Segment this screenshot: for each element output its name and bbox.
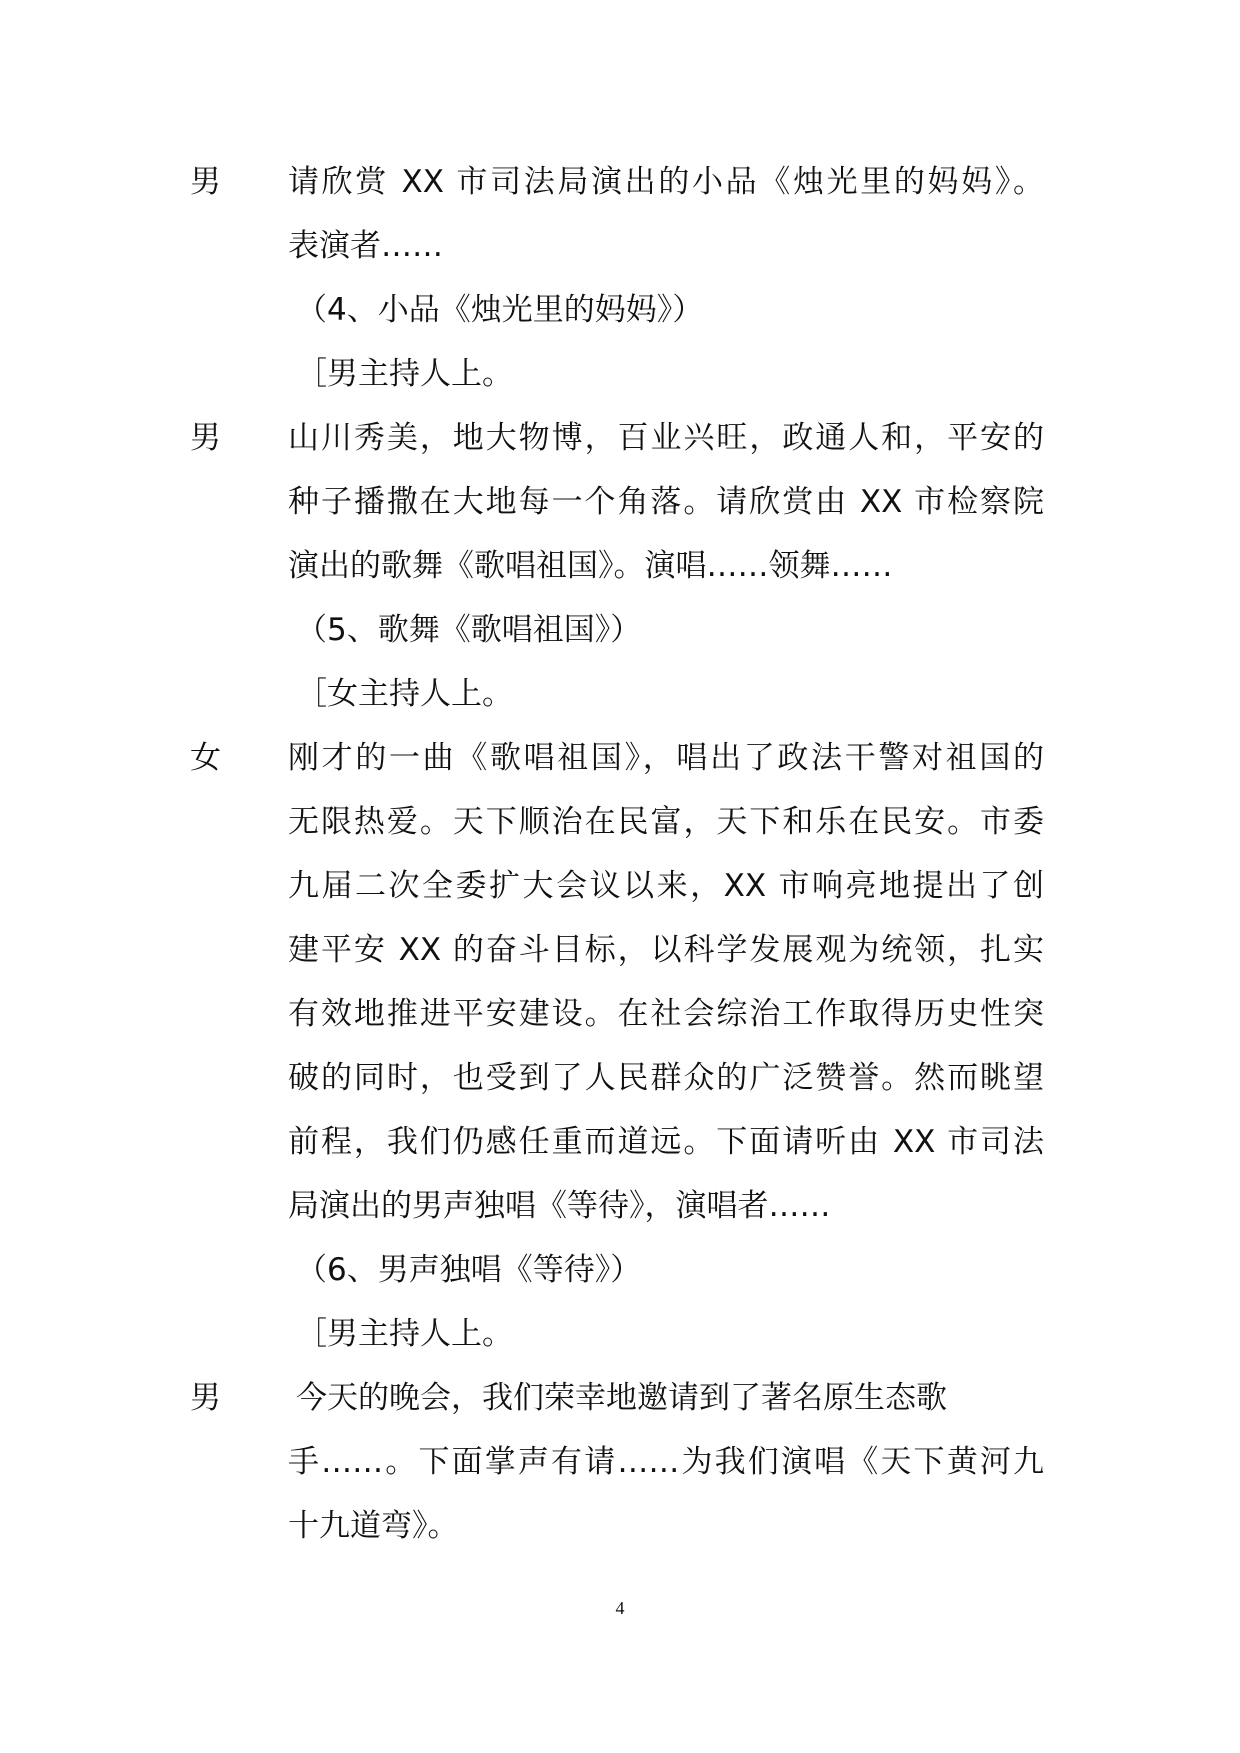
script-line bbox=[0, 1430, 1240, 1494]
program-item: （6、男声独唱《等待》） bbox=[296, 1252, 642, 1288]
line-text: 十九道弯》。 bbox=[288, 1508, 459, 1544]
script-line bbox=[0, 1110, 1240, 1174]
script-line bbox=[0, 406, 1240, 470]
script-line bbox=[0, 1046, 1240, 1110]
page-number: 4 bbox=[615, 1598, 625, 1618]
script-line bbox=[0, 1366, 1240, 1430]
script-line bbox=[0, 214, 1240, 278]
script-line bbox=[0, 1174, 1240, 1238]
line-text: 请欣赏 XX 市司法局演出的小品《烛光里的妈妈》。 bbox=[288, 164, 1044, 200]
line-text: 手……。下面掌声有请……为我们演唱《天下黄河九 bbox=[288, 1444, 1044, 1480]
script-line bbox=[0, 918, 1240, 982]
stage-direction-line bbox=[0, 342, 1240, 406]
stage-direction: ［男主持人上。 bbox=[296, 356, 513, 392]
line-text: 演出的歌舞《歌唱祖国》。演唱……领舞…… bbox=[288, 548, 893, 584]
line-text: 破的同时，也受到了人民群众的广泛赞誉。然而眺望 bbox=[288, 1060, 1044, 1096]
script-line bbox=[0, 534, 1240, 598]
program-item: （5、歌舞《歌唱祖国》） bbox=[296, 612, 642, 648]
line-text: 刚才的一曲《歌唱祖国》，唱出了政法干警对祖国的 bbox=[288, 740, 1044, 776]
line-text: 局演出的男声独唱《等待》，演唱者…… bbox=[288, 1188, 831, 1224]
line-text: 种子播撒在大地每一个角落。请欣赏由 XX 市检察院 bbox=[288, 484, 1044, 520]
speaker-label: 女 bbox=[190, 740, 221, 776]
script-line bbox=[0, 854, 1240, 918]
stage-direction-line bbox=[0, 598, 1240, 662]
stage-direction: ［男主持人上。 bbox=[296, 1316, 513, 1352]
line-text: 有效地推进平安建设。在社会综治工作取得历史性突 bbox=[288, 996, 1044, 1032]
stage-direction-line bbox=[0, 1238, 1240, 1302]
line-text: 无限热爱。天下顺治在民富，天下和乐在民安。市委 bbox=[288, 804, 1044, 840]
script-line bbox=[0, 982, 1240, 1046]
speaker-label: 男 bbox=[190, 1380, 221, 1416]
line-text: 今天的晚会，我们荣幸地邀请到了著名原生态歌 bbox=[296, 1380, 947, 1416]
line-text: 山川秀美，地大物博，百业兴旺，政通人和，平安的 bbox=[288, 420, 1044, 456]
script-line bbox=[0, 1494, 1240, 1558]
stage-direction-line bbox=[0, 1302, 1240, 1366]
script-line bbox=[0, 150, 1240, 214]
line-text: 前程，我们仍感任重而道远。下面请听由 XX 市司法 bbox=[288, 1124, 1044, 1160]
speaker-label: 男 bbox=[190, 420, 221, 456]
line-text: 九届二次全委扩大会议以来，XX 市响亮地提出了创 bbox=[288, 868, 1044, 904]
line-text: 建平安 XX 的奋斗目标，以科学发展观为统领，扎实 bbox=[288, 932, 1044, 968]
speaker-label: 男 bbox=[190, 164, 221, 200]
stage-direction-line bbox=[0, 662, 1240, 726]
script-line bbox=[0, 790, 1240, 854]
line-text: 表演者…… bbox=[288, 228, 443, 264]
program-item: （4、小品《烛光里的妈妈》） bbox=[296, 292, 704, 328]
stage-direction-line bbox=[0, 278, 1240, 342]
script-line bbox=[0, 470, 1240, 534]
stage-direction: ［女主持人上。 bbox=[296, 676, 513, 712]
script-line bbox=[0, 726, 1240, 790]
